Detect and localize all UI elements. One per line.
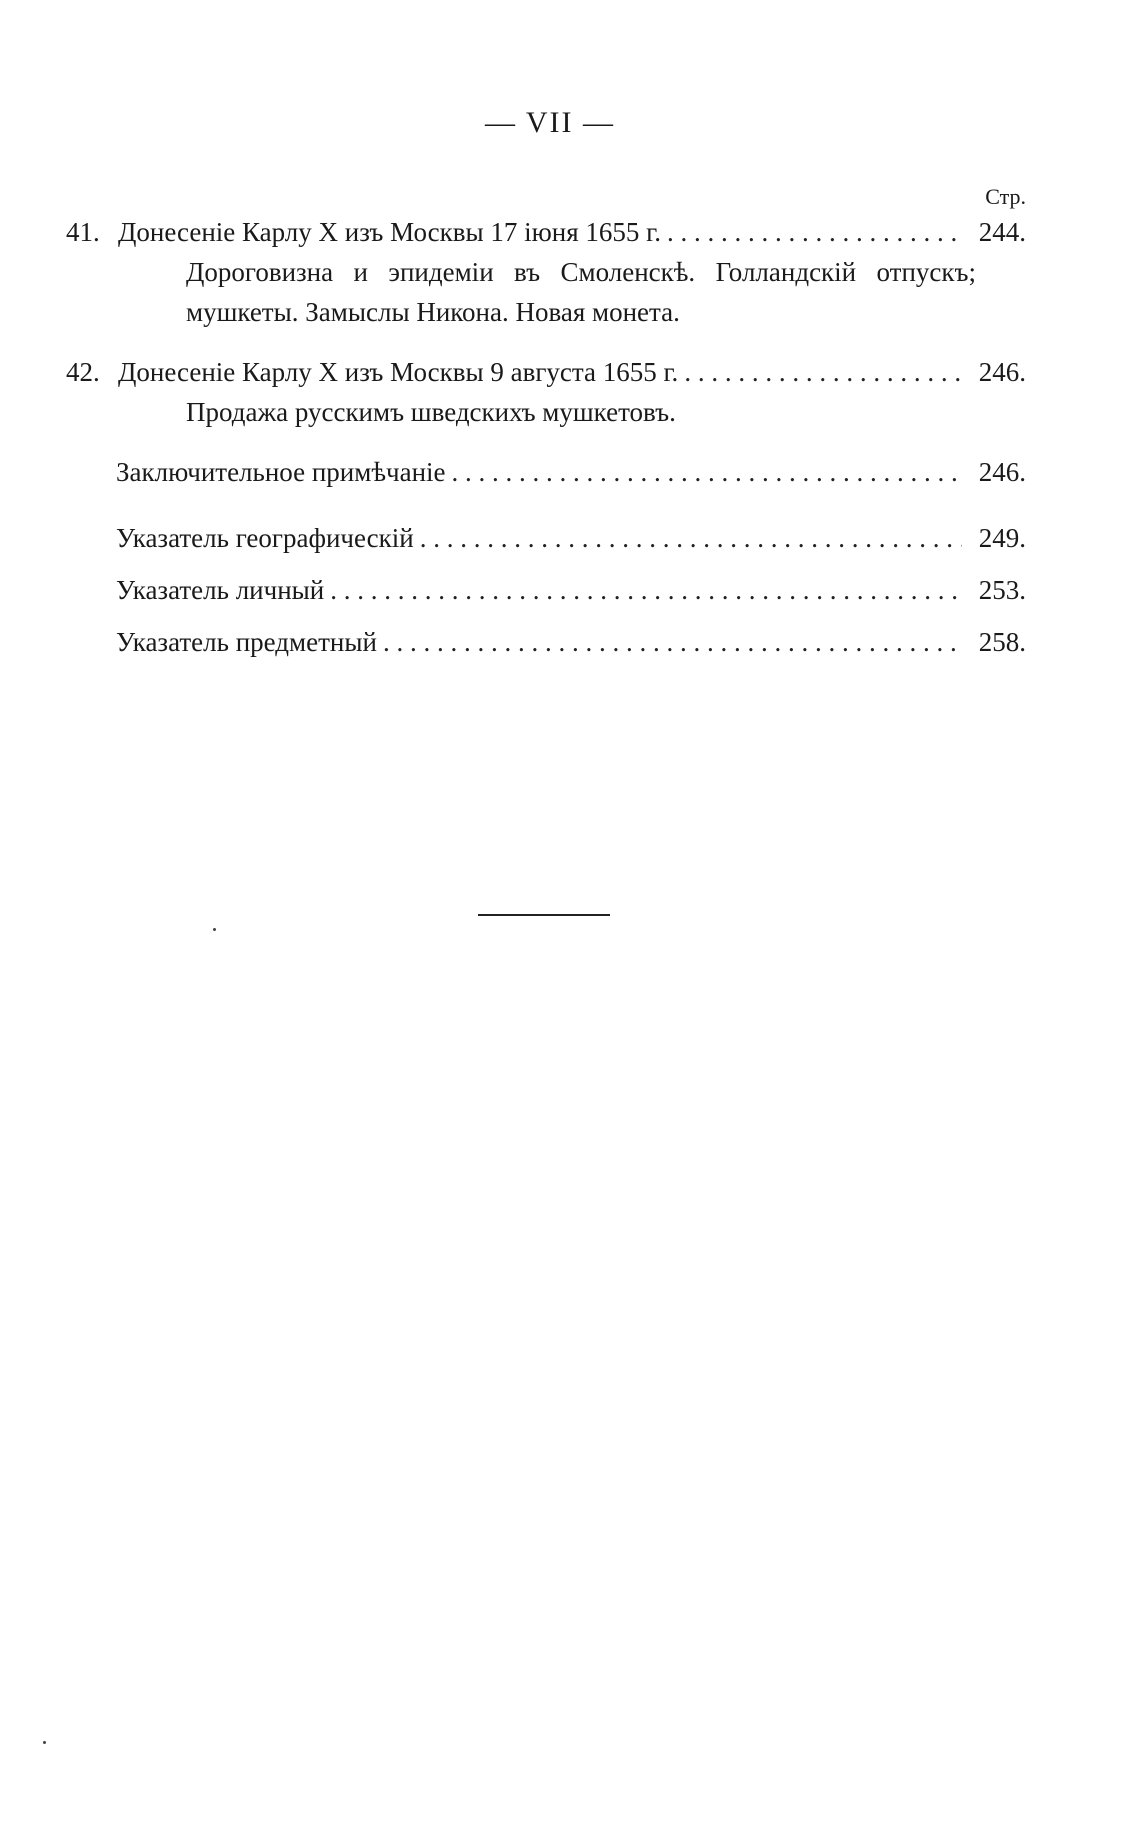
toc-index-entry [116, 518, 1026, 558]
toc-entry-42 [66, 352, 1026, 432]
entry-page-number: 258. [978, 627, 1026, 657]
entry-page-number: 253. [978, 575, 1026, 605]
toc-closing-note [66, 452, 1026, 492]
entry-title: Указатель предметный [116, 627, 377, 657]
toc-entry-line [66, 352, 1026, 392]
toc-index-entry [116, 622, 1026, 662]
toc-index-entry [116, 570, 1026, 610]
entry-number: 42. [66, 357, 100, 387]
entry-summary: Продажа русскимъ шведскихъ мушкетовъ. [186, 397, 676, 427]
print-speck [43, 1741, 46, 1744]
toc-entry-line [66, 212, 1026, 252]
entry-title: Указатель личный [116, 575, 325, 605]
table-of-contents [66, 182, 1026, 674]
entry-page-number: 246. [978, 357, 1026, 387]
entry-number: 41. [66, 217, 100, 247]
dot-leader [684, 352, 962, 392]
entry-title: Донесеніе Карлу X изъ Москвы 9 августа 1655 г. [118, 357, 679, 387]
dot-leader [667, 212, 962, 252]
entry-title: Донесеніе Карлу X изъ Москвы 17 іюня 1655 г. [118, 217, 661, 247]
toc-entry-41 [66, 212, 1026, 332]
entry-page-number: 244. [978, 217, 1026, 247]
dot-leader [452, 452, 963, 492]
entry-summary: Дороговизна и эпидеміи въ Смоленскѣ. Голландскій отпускъ; мушкеты. Замыслы Никона. Новая монета. [186, 257, 976, 327]
entry-title: Заключительное примѣчаніе [116, 457, 446, 487]
toc-entry-line [116, 452, 1026, 492]
print-speck [213, 928, 216, 931]
entry-title: Указатель географическій [116, 523, 414, 553]
entry-page-number: 249. [978, 523, 1026, 553]
dot-leader [383, 622, 962, 662]
entry-page-number: 246. [978, 457, 1026, 487]
dot-leader [330, 570, 962, 610]
page-column-label: Стр. [985, 184, 1026, 209]
toc-index-list [66, 518, 1026, 662]
spacer [66, 504, 1026, 518]
page-number: — VII — [484, 106, 616, 139]
section-divider-rule [478, 914, 610, 916]
dot-leader [420, 518, 962, 558]
